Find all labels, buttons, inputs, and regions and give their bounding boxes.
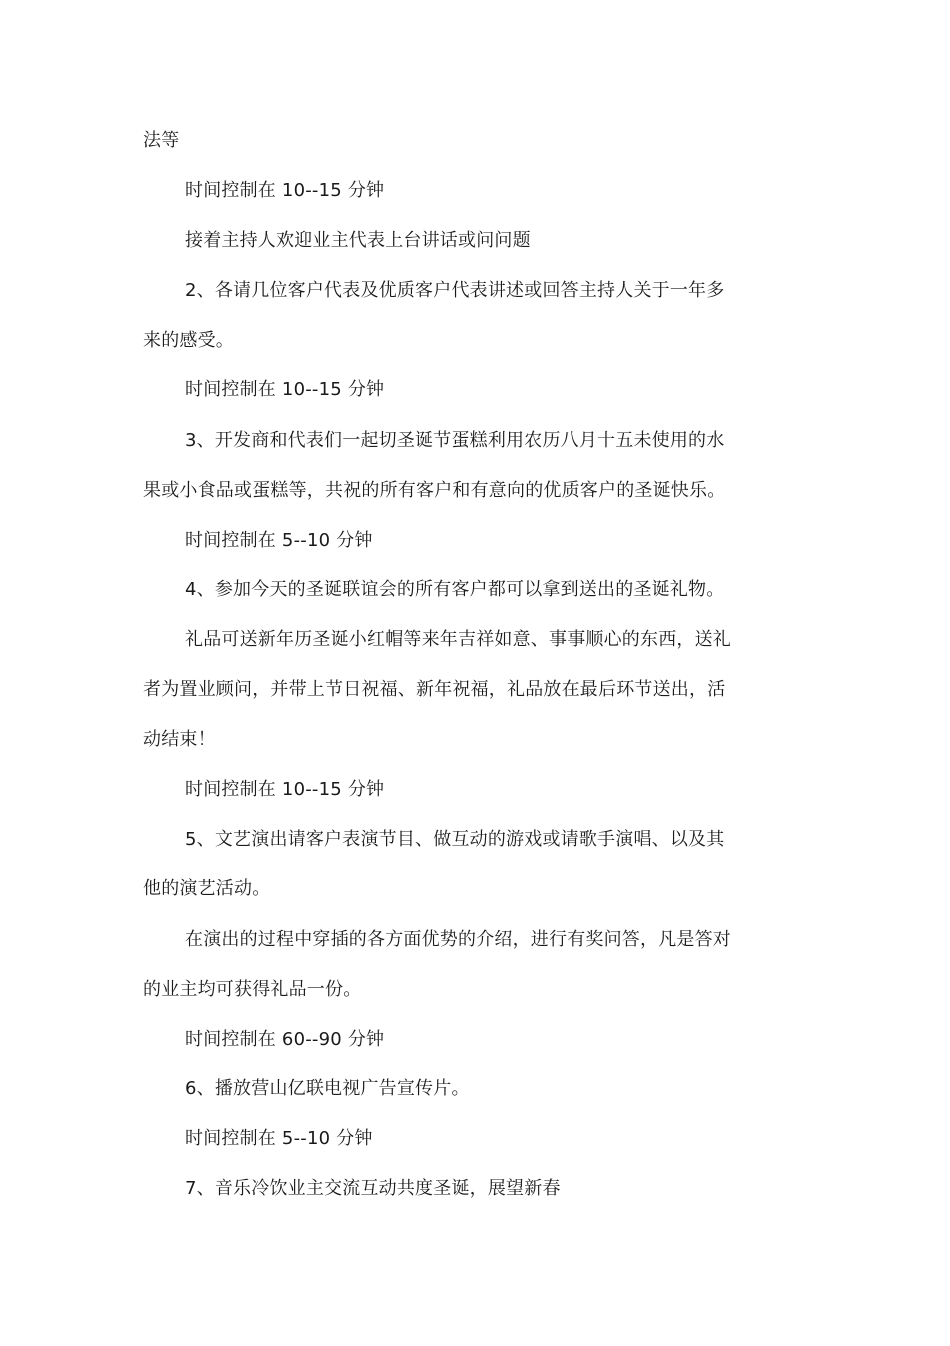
time-control-line-4: 时间控制在 10--15 分钟: [185, 779, 385, 800]
text-line-1: 法等: [143, 130, 180, 151]
gift-line-3: 动结束！: [143, 729, 216, 750]
item-4-line-1: 4、参加今天的圣诞联谊会的所有客户都可以拿到送出的圣诞礼物。: [185, 579, 725, 600]
gift-line-2: 者为置业顾问，并带上节日祝福、新年祝福，礼品放在最后环节送出，活: [143, 679, 726, 700]
text-line-2: 接着主持人欢迎业主代表上台讲话或问问题: [185, 230, 531, 251]
time-control-line-5: 时间控制在 60--90 分钟: [185, 1029, 385, 1050]
performance-line-2: 的业主均可获得礼品一份。: [143, 979, 362, 1000]
time-control-line-2: 时间控制在 10--15 分钟: [185, 379, 385, 400]
item-3-line-2: 果或小食品或蛋糕等，共祝的所有客户和有意向的优质客户的圣诞快乐。: [143, 480, 726, 501]
gift-line-1: 礼品可送新年历圣诞小红帽等来年吉祥如意、事事顺心的东西，送礼: [185, 629, 731, 650]
item-3-line-1: 3、开发商和代表们一起切圣诞节蛋糕利用农历八月十五未使用的水: [185, 430, 725, 451]
time-control-line-3: 时间控制在 5--10 分钟: [185, 530, 373, 551]
time-control-line-1: 时间控制在 10--15 分钟: [185, 180, 385, 201]
time-control-line-6: 时间控制在 5--10 分钟: [185, 1128, 373, 1149]
item-2-line-1: 2、各请几位客户代表及优质客户代表讲述或回答主持人关于一年多: [185, 280, 725, 301]
item-6-line-1: 6、播放营山亿联电视广告宣传片。: [185, 1078, 470, 1099]
item-7-line-1: 7、音乐冷饮业主交流互动共度圣诞，展望新春: [185, 1178, 561, 1199]
performance-line-1: 在演出的过程中穿插的各方面优势的介绍，进行有奖问答，凡是答对: [185, 929, 731, 950]
item-5-line-1: 5、文艺演出请客户表演节目、做互动的游戏或请歌手演唱、以及其: [185, 829, 725, 850]
item-2-line-2: 来的感受。: [143, 330, 234, 351]
item-5-line-2: 他的演艺活动。: [143, 878, 271, 899]
